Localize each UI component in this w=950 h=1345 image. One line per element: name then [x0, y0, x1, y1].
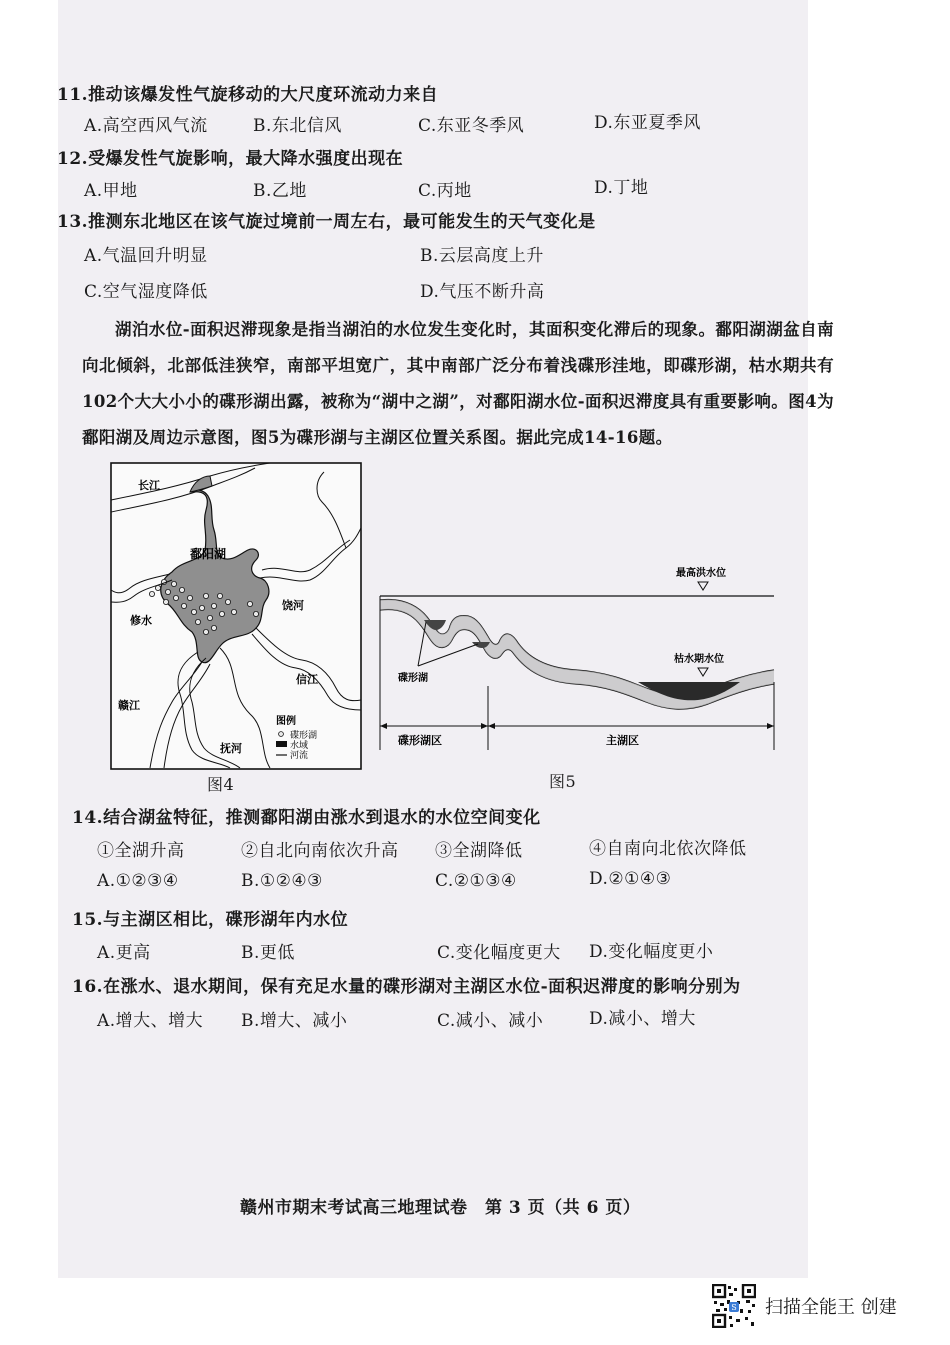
label-xiushui: 修水 [130, 614, 152, 627]
reading-passage [82, 312, 834, 456]
label-dish-lake: 碟形湖 [398, 673, 428, 684]
figure-5-caption: 图5 [549, 772, 577, 791]
label-flood-level: 最高洪水位 [676, 568, 726, 579]
question-14-option-a: A.①②③④ [97, 871, 179, 891]
question-13-option-b: B.云层高度上升 [420, 246, 544, 266]
question-12-option-d: D.丁地 [594, 178, 649, 198]
label-ganjiang: 赣江 [118, 699, 140, 712]
question-14-option-b: B.①②④③ [241, 871, 323, 891]
question-14-statement-3: ③全湖降低 [435, 841, 523, 861]
question-12-stem: 12.受爆发性气旋影响，最大降水强度出现在 [57, 149, 404, 169]
question-16-option-a: A.增大、增大 [97, 1011, 204, 1031]
question-15-option-d: D.变化幅度更小 [589, 942, 714, 962]
question-16-option-b: B.增大、减小 [241, 1011, 348, 1031]
label-main-zone: 主湖区 [606, 734, 639, 747]
legend-water: 水域 [290, 741, 309, 751]
question-15-stem: 15.与主湖区相比，碟形湖年内水位 [72, 910, 349, 930]
scanner-watermark: 扫描全能王 创建 [765, 1297, 897, 1318]
question-15-option-a: A.更高 [97, 943, 151, 963]
qr-code-icon [712, 1284, 756, 1328]
question-14-statement-2: ②自北向南依次升高 [241, 841, 399, 861]
label-raohe: 饶河 [282, 599, 304, 612]
figure-4-caption: 图4 [207, 775, 235, 794]
legend-river: 河流 [290, 751, 309, 761]
legend-title: 图例 [276, 716, 296, 727]
question-15-option-b: B.更低 [241, 943, 295, 963]
question-14-stem: 14.结合湖盆特征，推测鄱阳湖由涨水到退水的水位空间变化 [72, 808, 541, 828]
page-footer: 赣州市期末考试高三地理试卷 第 3 页（共 6 页） [240, 1198, 641, 1218]
question-12-option-a: A.甲地 [84, 181, 138, 201]
question-14-option-d: D.②①④③ [589, 869, 672, 889]
figure-5-profile [376, 560, 776, 760]
question-11-stem: 11.推动该爆发性气旋移动的大尺度环流动力来自 [57, 85, 439, 105]
label-poyang-lake: 鄱阳湖 [190, 547, 227, 561]
question-13-option-d: D.气压不断升高 [420, 282, 545, 302]
question-11-option-c: C.东亚冬季风 [418, 116, 525, 136]
question-14-statement-4: ④自南向北依次降低 [589, 839, 747, 859]
question-15-option-c: C.变化幅度更大 [437, 943, 561, 963]
question-11-option-d: D.东亚夏季风 [594, 113, 701, 133]
question-12-option-c: C.丙地 [418, 181, 472, 201]
passage-text: 湖泊水位-面积迟滞现象是指当湖泊的水位发生变化时，其面积变化滞后的现象。鄱阳湖湖盆自南向北倾斜，北部低洼狭窄，南部平坦宽广，其中南部广泛分布着浅碟形洼地，即碟形湖，枯水期共有102个大大小小的碟形湖出露，被称为“湖中之湖”，对鄱阳湖水位-面积迟滞度具有重要影响。图4为鄱阳湖及周边示意图，图5为碟形湖与主湖区位置关系图。据此完成14-16题。 [82, 320, 834, 447]
label-xinjiang: 信江 [296, 673, 318, 686]
question-13-option-a: A.气温回升明显 [84, 246, 208, 266]
question-16-option-d: D.减小、增大 [589, 1009, 696, 1029]
question-12-option-b: B.乙地 [253, 181, 307, 201]
svg-text:S: S [731, 1303, 737, 1312]
question-11-option-b: B.东北信风 [253, 116, 342, 136]
label-fuhe: 抚河 [220, 742, 242, 755]
question-16-option-c: C.减小、减小 [437, 1011, 544, 1031]
label-dish-zone: 碟形湖区 [398, 734, 442, 747]
question-14-option-c: C.②①③④ [435, 871, 517, 891]
question-16-stem: 16.在涨水、退水期间，保有充足水量的碟形湖对主湖区水位-面积迟滞度的影响分别为 [72, 977, 741, 997]
question-11-option-a: A.高空西风气流 [84, 116, 208, 136]
legend-dish-lake: 碟形湖 [290, 731, 318, 741]
label-changjiang: 长江 [138, 479, 160, 492]
question-13-stem: 13.推测东北地区在该气旋过境前一周左右，最可能发生的天气变化是 [57, 212, 596, 232]
label-dry-level: 枯水期水位 [674, 654, 724, 665]
question-14-statement-1: ①全湖升高 [97, 841, 185, 861]
figure-4-map [110, 462, 362, 772]
question-13-option-c: C.空气湿度降低 [84, 282, 208, 302]
